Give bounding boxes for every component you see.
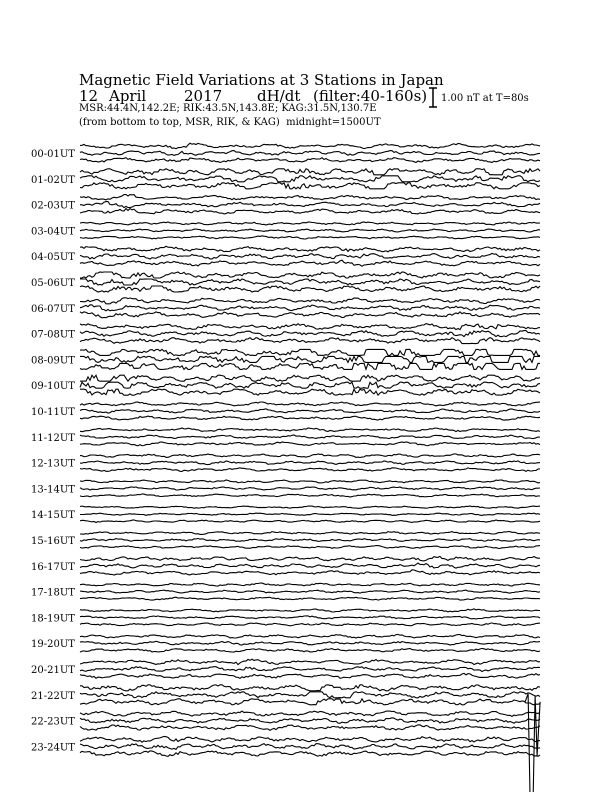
row-00-01UT: [31, 143, 540, 162]
quantity-label: dH/dt: [257, 87, 301, 105]
trace-msr: [80, 183, 540, 189]
row-label: 16-17UT: [31, 561, 75, 573]
trace-rik: [80, 356, 540, 362]
row-14-15UT: [31, 506, 540, 523]
row-08-09UT: [31, 349, 540, 369]
trace-kag: [80, 659, 540, 664]
trace-kag: [80, 736, 540, 742]
row-label: 19-20UT: [31, 639, 75, 651]
trace-rik: [80, 151, 540, 156]
row-22-23UT: [31, 711, 540, 730]
trace-kag: [80, 634, 540, 638]
row-01-02UT: [31, 169, 540, 189]
trace-rik: [80, 253, 540, 259]
station-coordinates: MSR:44.4N,142.2E; RIK:43.5N,143.8E; KAG:31.5N,130.7E: [79, 103, 377, 114]
trace-rik: [80, 718, 540, 724]
trace-msr: [80, 520, 540, 523]
trace-rik: [80, 409, 540, 413]
trace-msr: [80, 597, 540, 600]
trace-kag: [80, 375, 540, 381]
row-05-06UT: [31, 272, 540, 292]
row-label: 04-05UT: [31, 252, 75, 264]
trace-msr: [80, 546, 540, 549]
trace-rik: [80, 744, 540, 750]
row-label: 13-14UT: [31, 484, 75, 496]
row-12-13UT: [31, 454, 540, 472]
row-label: 21-22UT: [31, 690, 75, 702]
row-label: 22-23UT: [31, 716, 75, 728]
filter-label: (filter:40-160s): [313, 87, 428, 105]
trace-msr: [80, 389, 540, 395]
trace-rik: [80, 176, 540, 182]
row-23-24UT: [31, 736, 540, 756]
trace-rik: [80, 513, 540, 515]
trace-kag: [80, 556, 540, 561]
row-18-19UT: [31, 609, 540, 626]
row-07-08UT: [31, 324, 540, 344]
order-note: (from bottom to top, MSR, RIK, & KAG): [79, 117, 280, 128]
trace-rik: [80, 538, 540, 541]
trace-msr: [80, 468, 540, 472]
trace-kag: [80, 711, 540, 717]
row-19-20UT: [31, 634, 540, 652]
date-day: 12: [79, 87, 99, 105]
row-label: 07-08UT: [31, 329, 75, 341]
trace-msr: [80, 158, 540, 163]
chart-title: Magnetic Field Variations at 3 Stations in Japan: [79, 71, 444, 89]
trace-kag: [80, 272, 540, 278]
trace-kag: [80, 506, 540, 508]
trace-rik: [80, 382, 540, 388]
trace-kag: [80, 195, 540, 200]
date-year: 2017: [184, 87, 223, 105]
trace-kag: [80, 298, 540, 304]
trace-rik: [80, 616, 540, 619]
trace-rik: [80, 590, 540, 593]
row-label: 12-13UT: [31, 458, 75, 470]
trace-rik: [80, 202, 540, 208]
row-label: 01-02UT: [31, 174, 75, 186]
row-label: 05-06UT: [31, 278, 75, 289]
scale-bar: [429, 88, 437, 107]
trace-msr: [80, 363, 540, 369]
row-17-18UT: [31, 583, 540, 600]
trace-kag: [80, 454, 540, 458]
trace-rik: [80, 279, 540, 285]
date-month: April: [109, 87, 147, 105]
row-label: 15-16UT: [31, 536, 75, 547]
trace-msr: [80, 312, 540, 318]
trace-msr: [80, 286, 540, 292]
trace-msr: [80, 209, 540, 214]
trace-kag: [80, 169, 540, 175]
hourly-rows: [31, 143, 540, 792]
trace-rik: [80, 305, 540, 311]
trace-msr: [80, 338, 540, 344]
row-04-05UT: [31, 246, 540, 266]
trace-rik: [80, 641, 540, 645]
row-15-16UT: [31, 532, 540, 549]
trace-rik: [80, 667, 540, 672]
trace-msr: [80, 751, 540, 757]
trace-rik: [80, 331, 540, 337]
row-16-17UT: [31, 556, 540, 575]
row-09-10UT: [31, 375, 540, 395]
trace-msr: [80, 699, 540, 705]
row-13-14UT: [31, 480, 540, 497]
trace-msr: [80, 236, 540, 239]
row-label: 02-03UT: [31, 200, 75, 212]
row-02-03UT: [31, 195, 540, 214]
row-label: 03-04UT: [31, 226, 75, 238]
trace-msr: [80, 260, 540, 266]
trace-kag: [80, 609, 540, 612]
row-label: 18-19UT: [31, 613, 75, 625]
trace-kag: [80, 428, 540, 432]
row-label: 11-12UT: [31, 432, 75, 444]
row-03-04UT: [31, 222, 540, 239]
row-11-12UT: [31, 428, 540, 446]
trace-rik: [80, 229, 540, 232]
trace-msr: [80, 494, 540, 497]
trace-msr: [80, 725, 540, 731]
trace-rik: [80, 563, 540, 568]
trace-msr: [80, 648, 540, 652]
trace-kag: [80, 222, 540, 225]
row-label: 14-15UT: [31, 510, 75, 522]
spike-trace: [525, 694, 540, 792]
trace-rik: [80, 461, 540, 465]
trace-kag: [80, 532, 540, 535]
row-label: 10-11UT: [31, 407, 75, 418]
row-21-22UT: [31, 685, 540, 705]
row-20-21UT: [31, 659, 540, 678]
trace-rik: [80, 435, 540, 439]
trace-kag: [80, 685, 540, 691]
trace-msr: [80, 623, 540, 626]
row-label: 06-07UT: [31, 303, 75, 315]
trace-rik: [80, 692, 540, 698]
trace-kag: [80, 324, 540, 330]
scale-bar-label: 1.00 nT at T=80s: [441, 93, 529, 104]
trace-kag: [80, 480, 540, 483]
row-06-07UT: [31, 298, 540, 318]
trace-msr: [80, 673, 540, 678]
row-label: 00-01UT: [31, 149, 75, 160]
row-label: 20-21UT: [31, 665, 75, 676]
trace-kag: [80, 402, 540, 406]
trace-rik: [80, 487, 540, 490]
row-label: 23-24UT: [31, 742, 75, 754]
row-label: 17-18UT: [31, 587, 75, 599]
row-10-11UT: [31, 402, 540, 420]
row-label: 08-09UT: [31, 355, 75, 367]
trace-kag: [80, 143, 540, 149]
trace-msr: [80, 442, 540, 446]
trace-kag: [80, 583, 540, 586]
trace-kag: [80, 246, 540, 252]
trace-kag: [80, 349, 540, 355]
row-label: 09-10UT: [31, 381, 75, 393]
midnight-note: midnight=1500UT: [286, 117, 381, 128]
trace-msr: [80, 570, 540, 575]
trace-msr: [80, 416, 540, 420]
